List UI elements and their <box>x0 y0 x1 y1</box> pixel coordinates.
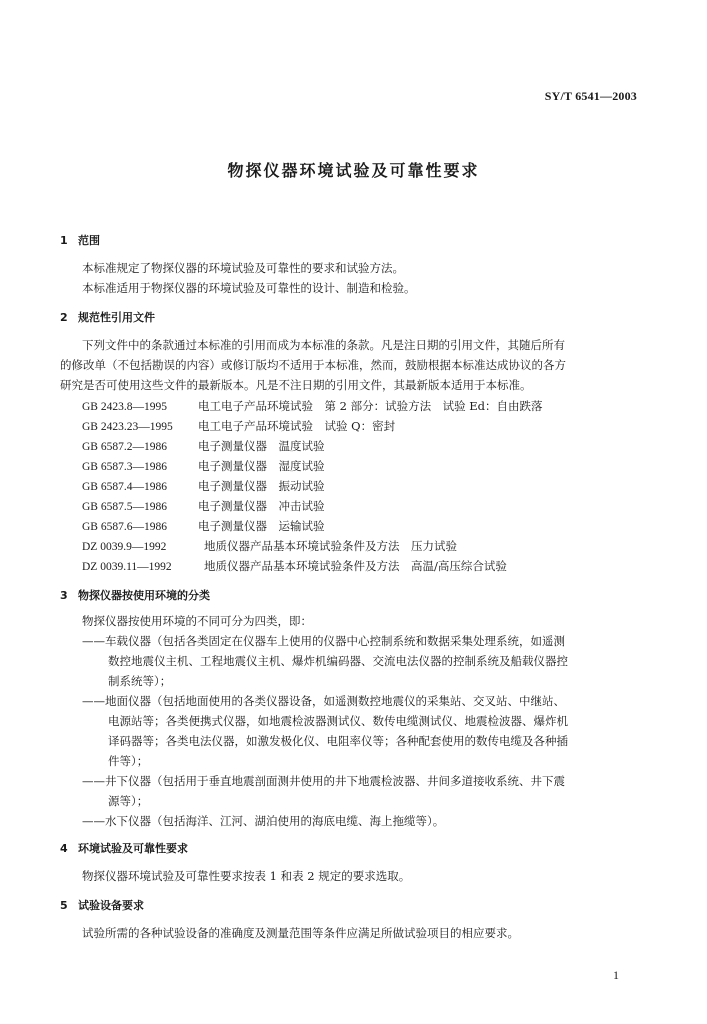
reference-item <box>82 558 507 575</box>
section-title: 试验设备要求 <box>78 899 144 912</box>
reference-title: 电子测量仪器 振动试验 <box>198 479 325 493</box>
list-item-line: 件等）； <box>108 754 149 768</box>
section-heading-2 <box>60 309 155 325</box>
section-title: 范围 <box>78 234 100 247</box>
list-item-line: 电源站等；各类便携式仪器，如地震检波器测试仪、数传电缆测试仪、地震检波器、爆炸机 <box>108 714 568 728</box>
reference-title: 地质仪器产品基本环境试验条件及方法 压力试验 <box>204 539 457 553</box>
reference-title: 电工电子产品环境试验 试验 Q：密封 <box>198 419 396 433</box>
reference-code: GB 6587.3—1986 <box>82 461 167 473</box>
section-title: 规范性引用文件 <box>78 311 155 324</box>
paragraph-line: 下列文件中的条款通过本标准的引用而成为本标准的条款。凡是注日期的引用文件，其随后所有 <box>82 338 565 352</box>
reference-code: GB 2423.23—1995 <box>82 421 173 433</box>
section-heading-5 <box>60 897 144 913</box>
list-item-line: ——车载仪器（包括各类固定在仪器车上使用的仪器中心控制系统和数据采集处理系统，如遥测 <box>82 634 565 648</box>
reference-item <box>82 438 325 455</box>
section-heading-3 <box>60 587 210 603</box>
standard-code: SY/T 6541—2003 <box>544 89 637 103</box>
reference-code: GB 6587.2—1986 <box>82 441 167 453</box>
reference-code: GB 6587.5—1986 <box>82 501 167 513</box>
paragraph: 本标准规定了物探仪器的环境试验及可靠性的要求和试验方法。 <box>82 261 404 275</box>
reference-code: DZ 0039.9—1992 <box>82 541 167 553</box>
section-heading-1 <box>60 232 100 248</box>
reference-code: GB 6587.4—1986 <box>82 481 167 493</box>
paragraph: 物探仪器按使用环境的不同可分为四类，即： <box>82 614 312 628</box>
reference-item <box>82 418 395 435</box>
reference-item <box>82 538 457 555</box>
section-title: 物探仪器按使用环境的分类 <box>78 589 210 602</box>
paragraph: 本标准适用于物探仪器的环境试验及可靠性的设计、制造和检验。 <box>82 281 416 295</box>
list-item-line: ——井下仪器（包括用于垂直地震剖面测井使用的井下地震检波器、井间多道接收系统、井下震 <box>82 774 565 788</box>
list-item-line: 源等）； <box>108 794 149 808</box>
reference-title: 电子测量仪器 温度试验 <box>198 439 325 453</box>
reference-title: 电子测量仪器 冲击试验 <box>198 499 325 513</box>
paragraph: 试验所需的各种试验设备的准确度及测量范围等条件应满足所做试验项目的相应要求。 <box>82 926 519 940</box>
section-number: 4 <box>60 842 68 855</box>
section-number: 1 <box>60 234 68 247</box>
list-item-line: 数控地震仪主机、工程地震仪主机、爆炸机编码器、交流电法仪器的控制系统及船载仪器控 <box>108 654 568 668</box>
section-heading-4 <box>60 840 188 856</box>
list-item-line: 制系统等）； <box>108 674 172 688</box>
paragraph-line: 研究是否可使用这些文件的最新版本。凡是不注日期的引用文件，其最新版本适用于本标准。 <box>60 378 532 392</box>
list-item-line: ——地面仪器（包括地面使用的各类仪器设备，如遥测数控地震仪的采集站、交叉站、中继站、 <box>82 694 565 708</box>
section-number: 5 <box>60 899 68 912</box>
paragraph-line: 的修改单（不包括勘误的内容）或修订版均不适用于本标准，然而，鼓励根据本标准达成协议的各方 <box>60 358 566 372</box>
section-title: 环境试验及可靠性要求 <box>78 842 188 855</box>
document-title: 物探仪器环境试验及可靠性要求 <box>227 161 480 180</box>
section-number: 3 <box>60 589 68 602</box>
reference-item <box>82 478 325 495</box>
section-number: 2 <box>60 311 68 324</box>
reference-title: 电子测量仪器 运输试验 <box>198 519 325 533</box>
reference-title: 电工电子产品环境试验 第 2 部分：试验方法 试验 Ed：自由跌落 <box>198 399 543 413</box>
list-item-line: ——水下仪器（包括海洋、江河、湖泊使用的海底电缆、海上拖缆等）。 <box>82 814 445 828</box>
page-number: 1 <box>613 968 619 982</box>
reference-title: 电子测量仪器 湿度试验 <box>198 459 325 473</box>
list-item-line: 译码器等；各类电法仪器，如激发极化仪、电阻率仪等；各种配套使用的数传电缆及各种插 <box>108 734 568 748</box>
reference-code: GB 6587.6—1986 <box>82 521 167 533</box>
reference-item <box>82 398 543 415</box>
reference-code: DZ 0039.11—1992 <box>82 561 172 573</box>
paragraph: 物探仪器环境试验及可靠性要求按表 1 和表 2 规定的要求选取。 <box>82 869 411 883</box>
reference-code: GB 2423.8—1995 <box>82 401 167 413</box>
reference-title: 地质仪器产品基本环境试验条件及方法 高温/高压综合试验 <box>204 559 507 573</box>
reference-item <box>82 458 325 475</box>
reference-item <box>82 518 325 535</box>
reference-item <box>82 498 325 515</box>
